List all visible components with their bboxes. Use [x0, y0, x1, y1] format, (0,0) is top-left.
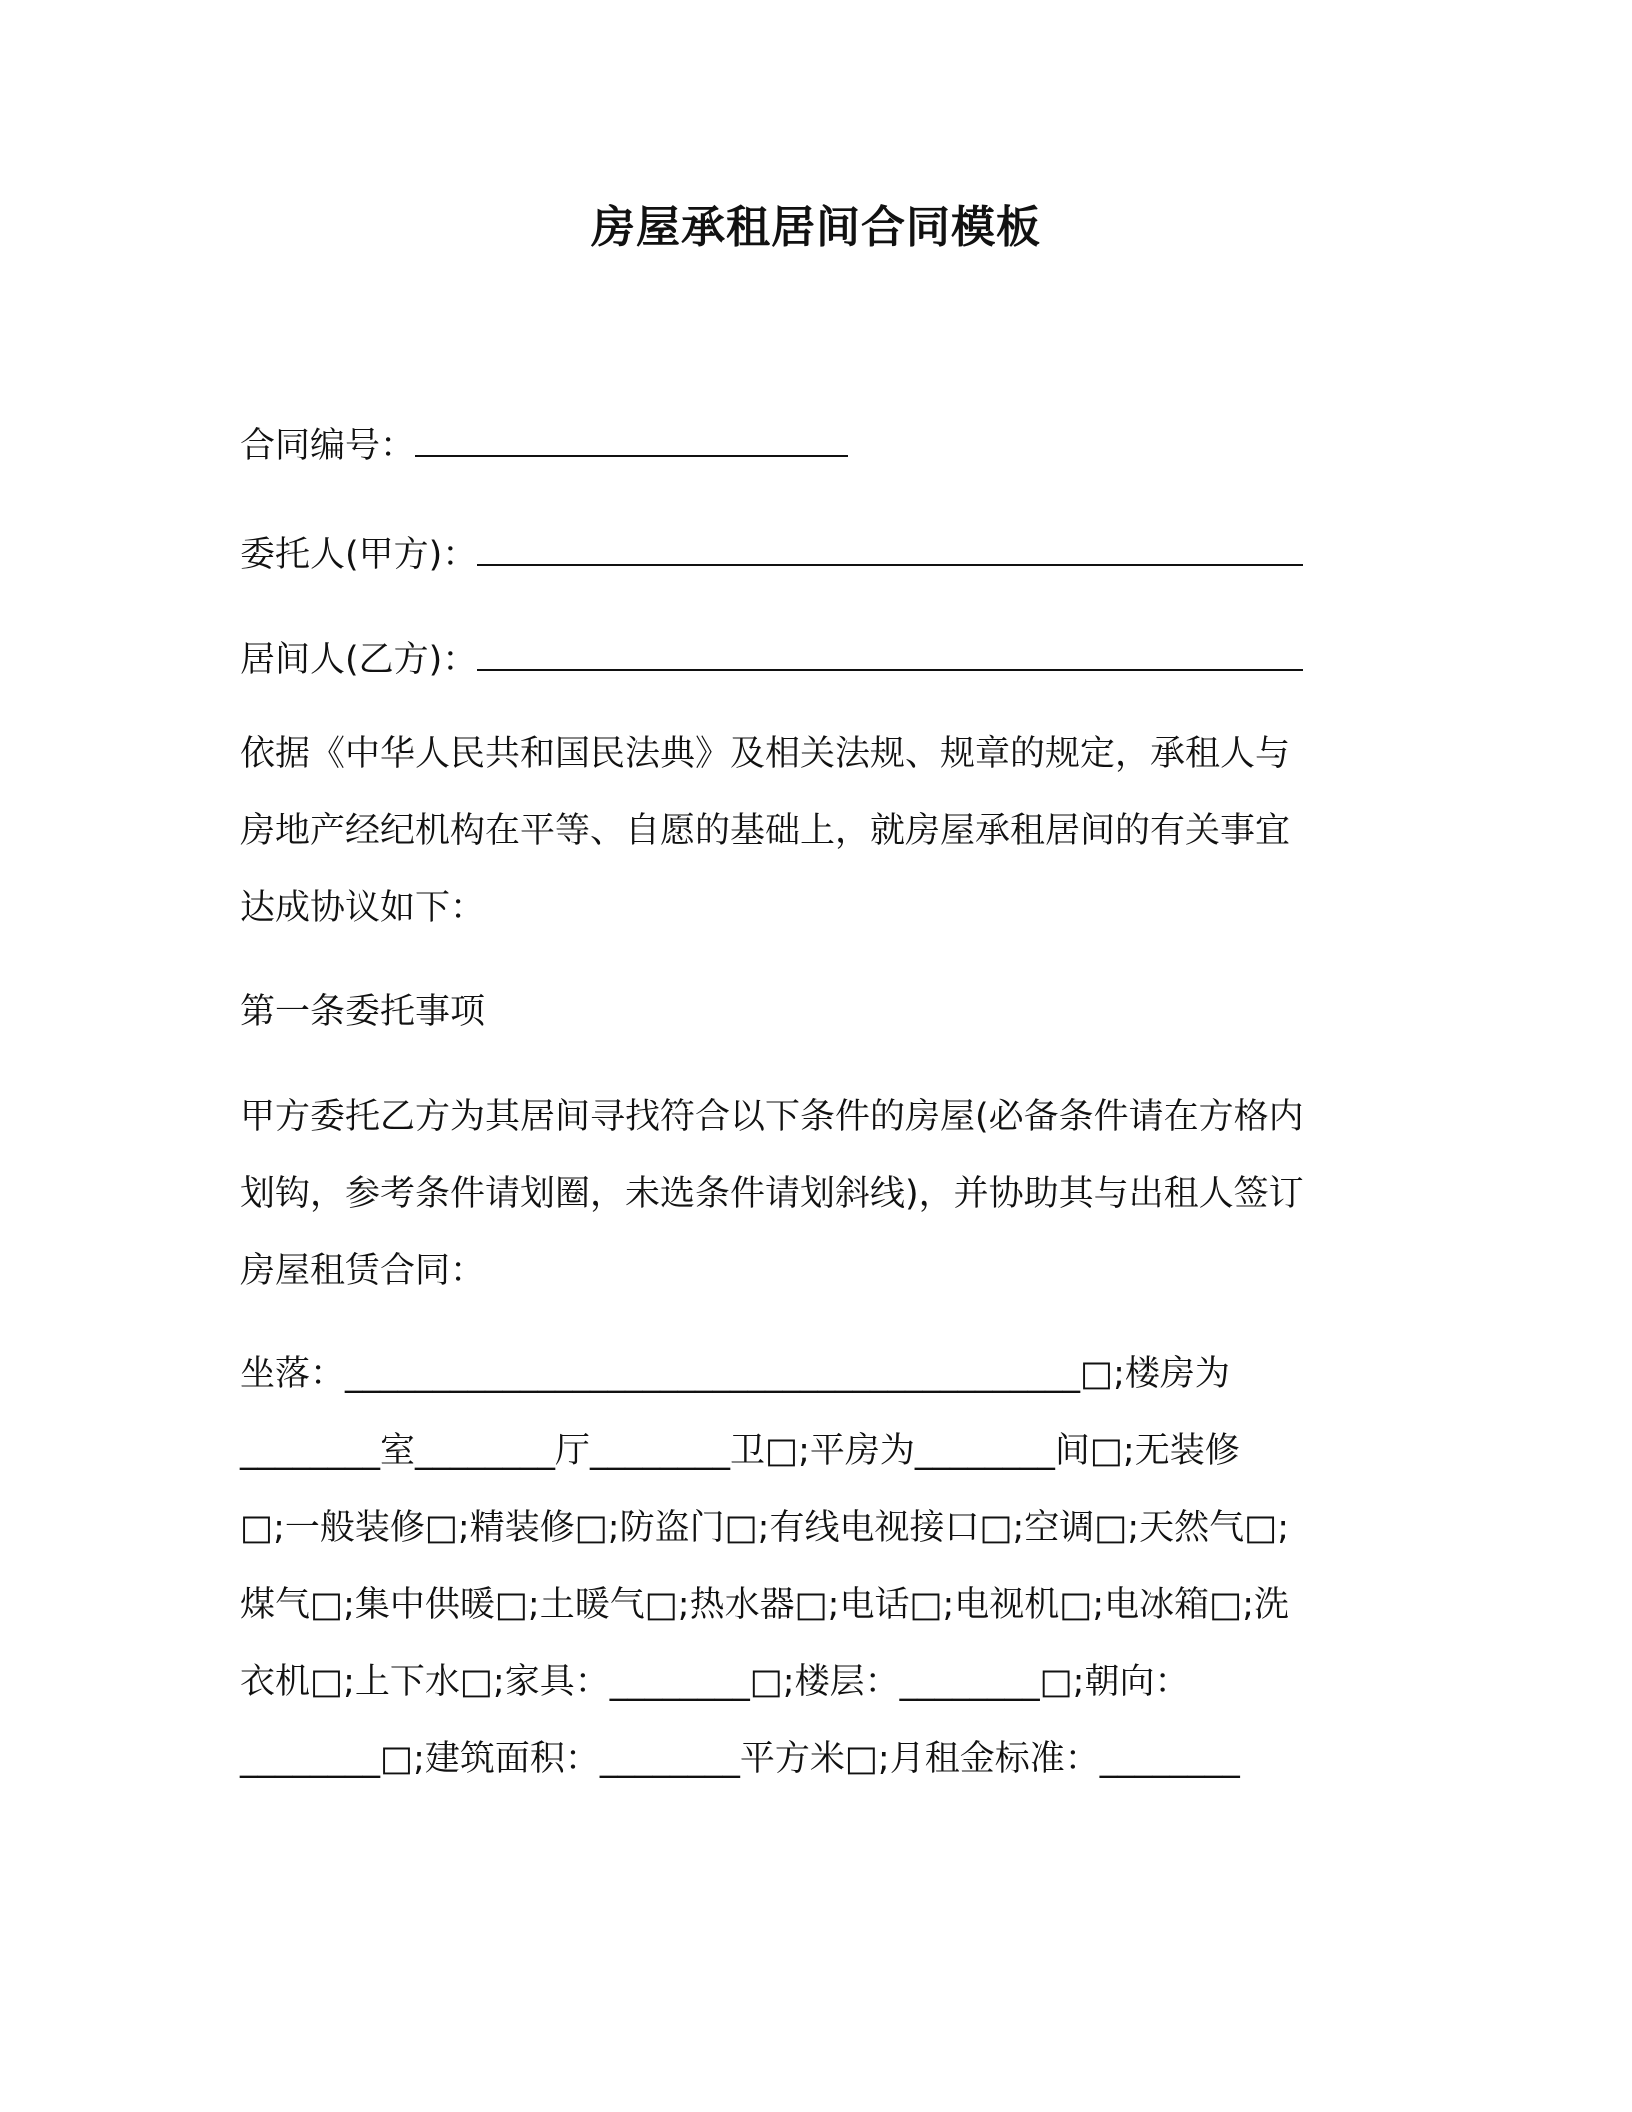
conditions-line: ________□;建筑面积：________平方米□;月租金标准：________ — [240, 1739, 1240, 1779]
document-title: 房屋承租居间合同模板 — [591, 202, 1041, 253]
contract-number-field — [240, 421, 848, 470]
preamble-line: 依据《中华人民共和国民法典》及相关法规、规章的规定，承租人与 — [240, 734, 1291, 774]
article-1-intro-line: 甲方委托乙方为其居间寻找符合以下条件的房屋(必备条件请在方格内 — [240, 1097, 1304, 1137]
contract-number-label: 合同编号： — [240, 426, 416, 466]
contract-number-blank[interactable] — [415, 421, 848, 457]
article-1-intro-line: 房屋租赁合同： — [240, 1251, 486, 1291]
conditions-line: 煤气□;集中供暖□;土暖气□;热水器□;电话□;电视机□;电冰箱□;洗 — [240, 1585, 1290, 1625]
intermediary-label: 居间人(乙方)： — [240, 640, 478, 680]
preamble-line: 房地产经纪机构在平等、自愿的基础上，就房屋承租居间的有关事宜 — [240, 811, 1291, 851]
conditions-line: 坐落：__________________________________________□;楼房为 — [240, 1354, 1230, 1394]
conditions-line: 衣机□;上下水□;家具：________□;楼层：________□;朝向： — [240, 1662, 1190, 1702]
article-1-heading: 第一条委托事项 — [240, 992, 486, 1032]
article-1-intro-line: 划钩，参考条件请划圈，未选条件请划斜线)，并协助其与出租人签订 — [240, 1174, 1304, 1214]
intermediary-blank[interactable] — [477, 635, 1303, 671]
conditions-line: ________室________厅________卫□;平房为________间□;无装修 — [240, 1431, 1240, 1471]
intermediary-field — [240, 635, 1303, 684]
client-label: 委托人(甲方)： — [240, 535, 478, 575]
preamble-line: 达成协议如下： — [240, 888, 486, 928]
conditions-line: □;一般装修□;精装修□;防盗门□;有线电视接口□;空调□;天然气□; — [240, 1508, 1290, 1548]
client-blank[interactable] — [477, 530, 1303, 566]
client-field — [240, 530, 1303, 579]
